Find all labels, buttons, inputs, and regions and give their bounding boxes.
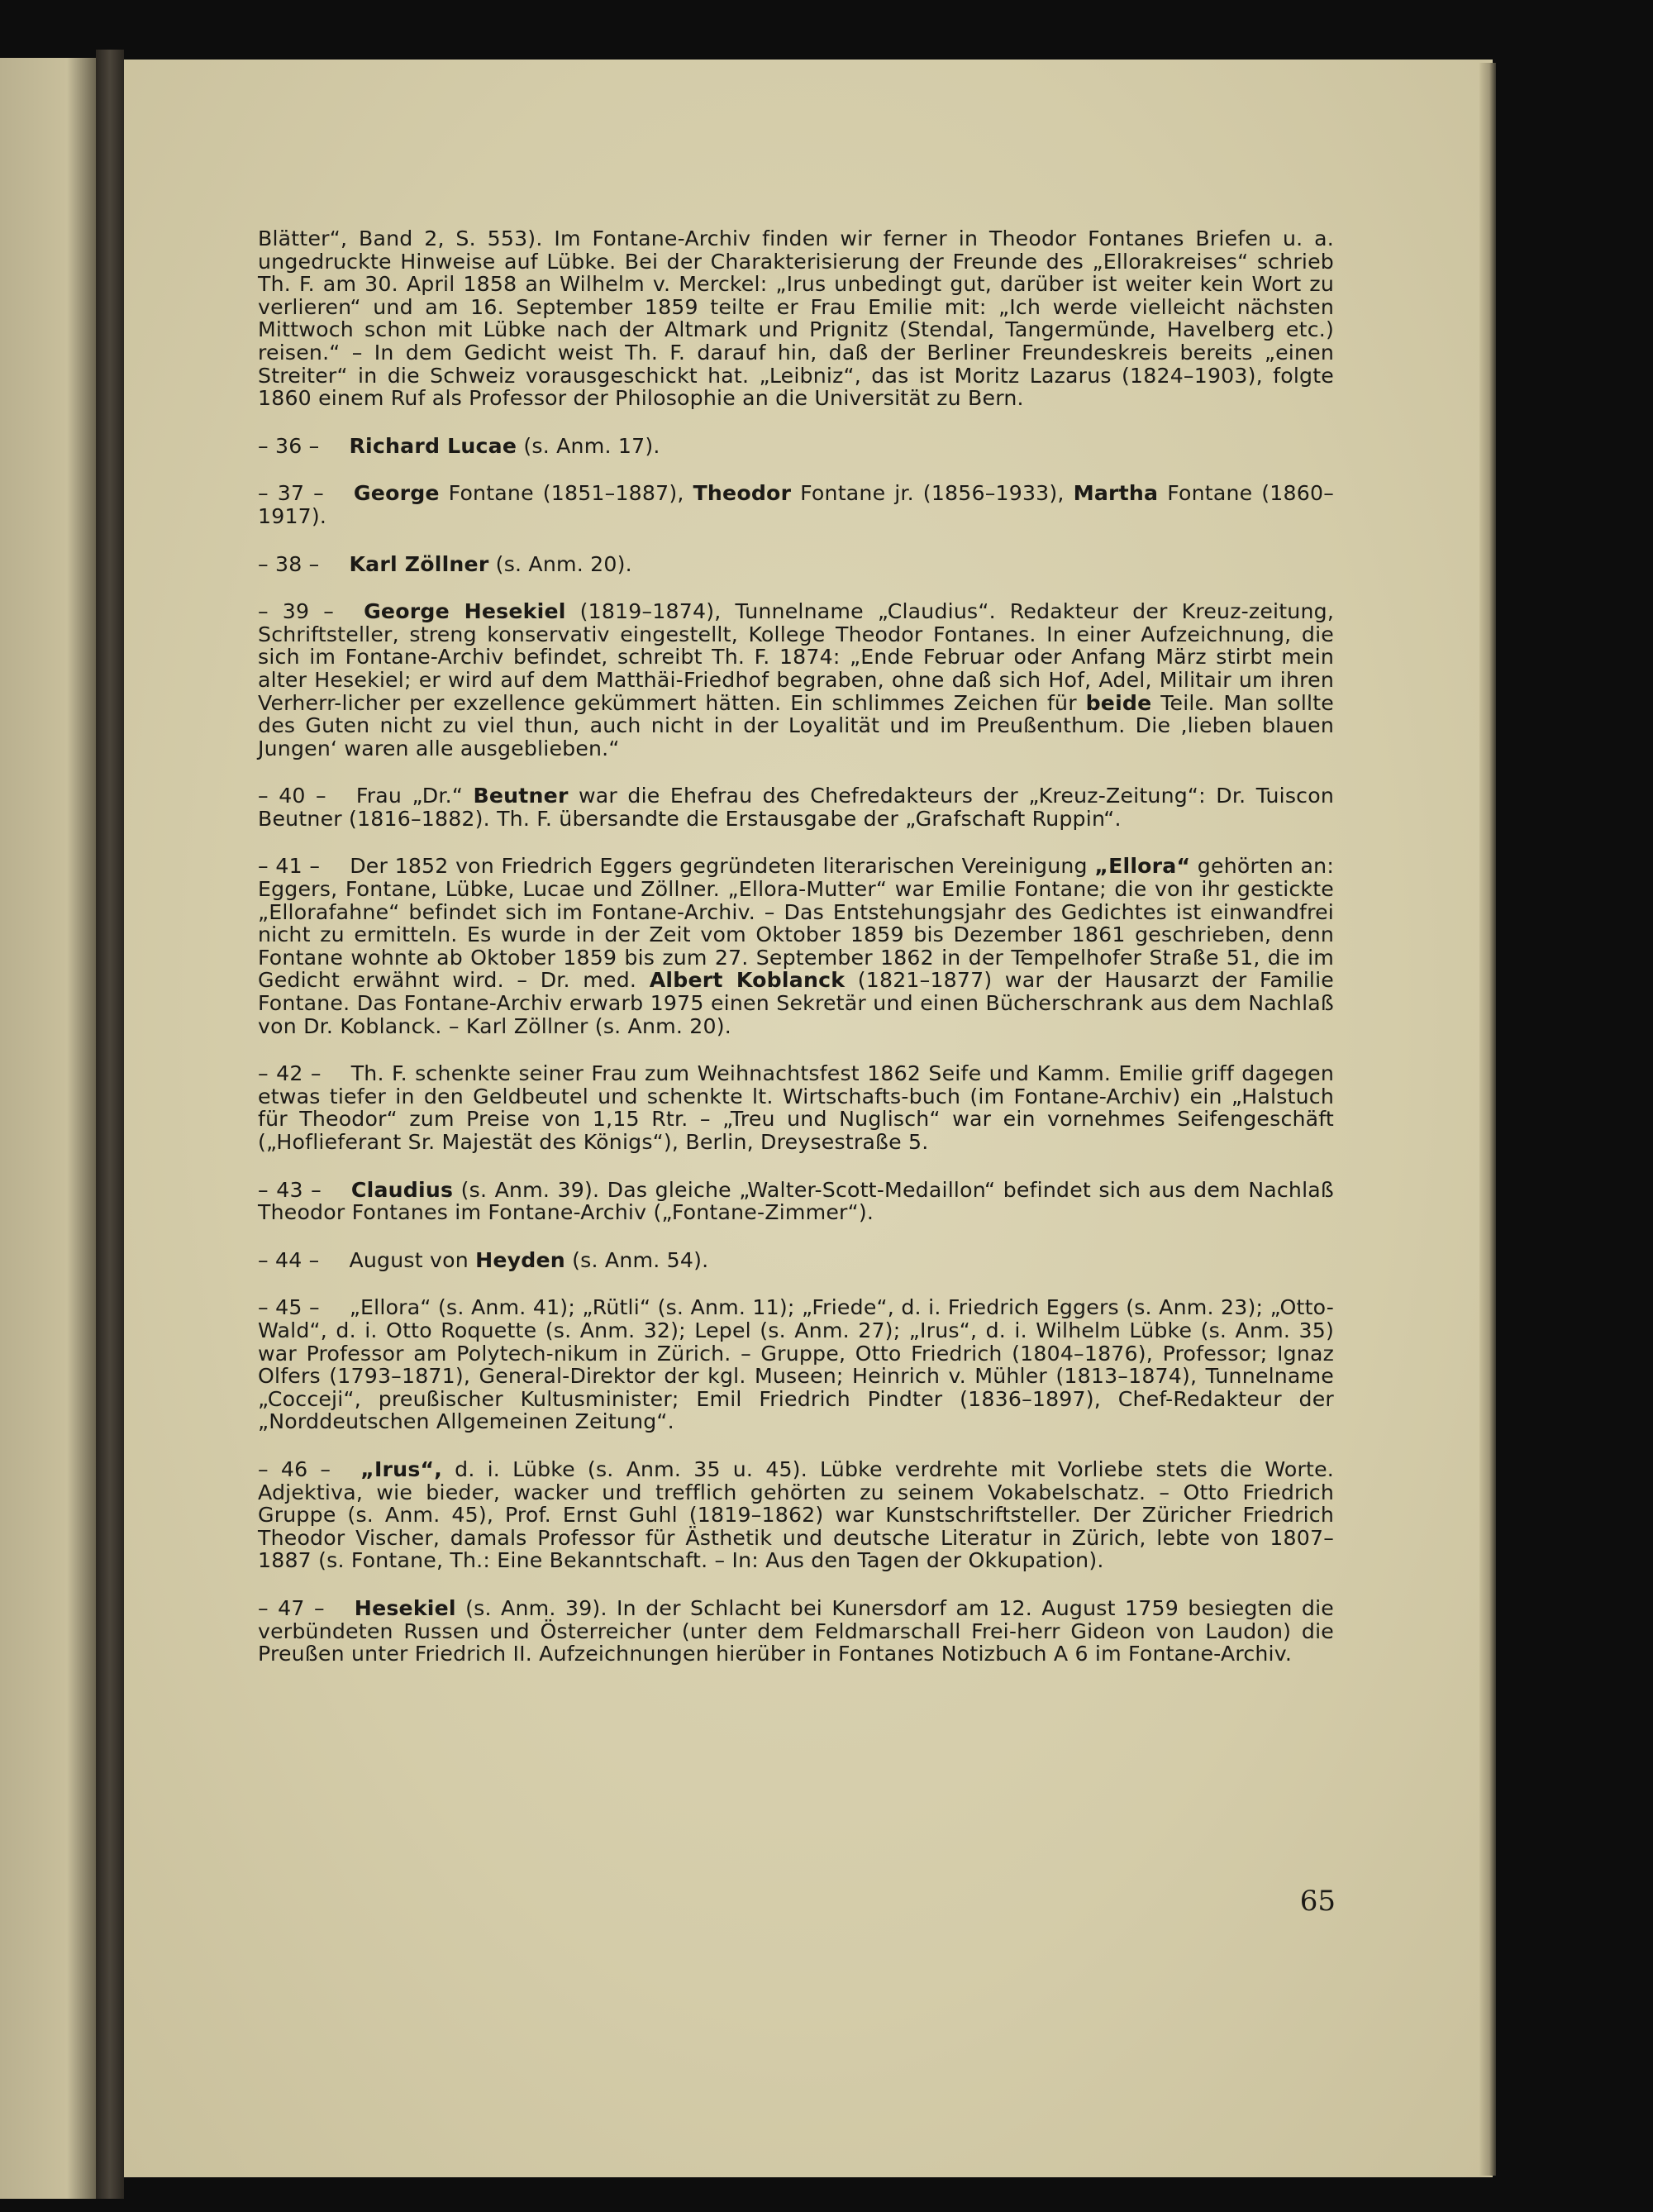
page-fore-edge xyxy=(1479,63,1496,2176)
annotation-paragraph xyxy=(258,1062,1334,1153)
annotation-text: Th. F. schenkte seiner Frau zum Weihnachtsfest 1862 Seife und Kamm. Emilie griff dagegen etwas tiefer in den Geldbeutel und schenkte lt. Wirtschafts-buch (im Fontane-Archiv) ein „Halstuch für Theodor“ zum Preise von 1,15 Rtr. – „Treu und Nuglisch“ war ein vornehmes Seifengeschäft („Hoflieferant Sr. Majestät des Königs“), Berlin, Dreysestraße 5. xyxy=(258,1061,1334,1154)
annotation-number: – 40 – xyxy=(258,784,326,808)
annotation-paragraph xyxy=(258,855,1334,1037)
bold-term: Albert Koblanck xyxy=(649,968,846,993)
annotation-number: – 46 – xyxy=(258,1456,331,1481)
annotation-paragraph xyxy=(258,600,1334,760)
annotation-number: – 47 – xyxy=(258,1595,325,1620)
annotation-text: (s. Anm. 39). Das gleiche „Walter-Scott-Medaillon“ befindet sich aus dem Nachlaß Theodor Fontanes im Fontane-Archiv („Fontane-Zimmer“). xyxy=(258,1177,1334,1225)
annotations-text xyxy=(258,227,1334,1690)
annotation-text: August von xyxy=(349,1247,476,1272)
annotation-text: d. i. Lübke (s. Anm. 35 u. 45). Lübke verdrehte mit Vorliebe stets die Worte. Adjektiva, wie bieder, wacker und trefflich gehörten zu seinem Vokabelschatz. – Otto Friedrich Gruppe (s. Anm. 45), Prof. Ernst Guhl (1819–1862) war Kunstschriftsteller. Der Züricher Friedrich Theodor Vischer, damals Professor für Ästhetik und deutsche Literatur in Zürich, lebte von 1807–1887 (s. Fontane, Th.: Eine Bekanntschaft. – In: Aus den Tagen der Okkupation). xyxy=(258,1456,1334,1573)
left-page-edge xyxy=(0,58,96,2199)
annotation-paragraph xyxy=(258,1296,1334,1433)
annotation-text: (s. Anm. 20). xyxy=(488,551,632,576)
bold-term: Theodor xyxy=(693,481,792,506)
page-number: 65 xyxy=(1299,1885,1336,1918)
annotation-text: war die Ehefrau des Chefredakteurs der „Kreuz-Zeitung“: Dr. Tuiscon Beutner (1816–1882). Th. F. übersandte die Erstausgabe der „Grafschaft Ruppin“. xyxy=(258,784,1334,831)
annotation-number: – 44 – xyxy=(258,1247,320,1272)
annotation-paragraph xyxy=(258,784,1334,830)
annotation-number: – 36 – xyxy=(258,433,320,458)
annotation-paragraph xyxy=(258,227,1334,410)
bold-term: Claudius xyxy=(350,1177,454,1202)
annotation-text: (s. Anm. 54). xyxy=(564,1247,709,1272)
annotation-number: – 42 – xyxy=(258,1061,322,1086)
annotation-text: Frau „Dr.“ xyxy=(355,784,474,808)
bold-term: „Ellora“ xyxy=(1094,854,1191,879)
annotation-text: gehörten an: Eggers, Fontane, Lübke, Lucae und Zöllner. „Ellora-Mutter“ war Emilie Fontane; die von ihr gestickte „Ellorafahne“ befindet sich im Fontane-Archiv. – Das Entstehungsjahr des Gedichtes ist einwandfrei nicht zu ermitteln. Es wurde in der Zeit vom Oktober 1859 bis Dezember 1861 geschrieben, denn Fontane wohnte ab Oktober 1859 bis zum 27. September 1862 in der Tempelhofer Straße 51, die im Gedicht erwähnt wird. – Dr. med. xyxy=(258,854,1335,993)
annotation-text: Fontane jr. (1856–1933), xyxy=(791,481,1074,506)
bold-term: „Irus“, xyxy=(360,1456,443,1481)
annotation-paragraph xyxy=(258,1179,1334,1224)
annotation-text: Fontane (1851–1887), xyxy=(439,481,693,506)
annotation-paragraph xyxy=(258,1597,1334,1666)
bold-term: Karl Zöllner xyxy=(349,551,489,576)
annotation-number: – 45 – xyxy=(258,1295,320,1320)
annotation-text: (1821–1877) war der Hausarzt der Familie Fontane. Das Fontane-Archiv erwarb 1975 einen Sekretär und einen Bücherschrank aus dem Nachlaß von Dr. Koblanck. – Karl Zöllner (s. Anm. 20). xyxy=(258,968,1335,1038)
annotation-text: Fontane (1860–1917). xyxy=(258,481,1334,528)
bold-term: Hesekiel xyxy=(354,1595,456,1620)
annotation-number: – 37 – xyxy=(258,481,324,506)
bold-term: Martha xyxy=(1073,481,1159,506)
bold-term: beide xyxy=(1085,690,1152,715)
annotation-paragraph xyxy=(258,435,1334,458)
annotation-number: – 38 – xyxy=(258,551,320,576)
annotation-text: (1819–1874), Tunnelname „Claudius“. Redakteur der Kreuz-zeitung, Schriftsteller, streng konservativ eingestellt, Kollege Theodor Fontanes. In einer Aufzeichnung, die sich im Fontane-Archiv befindet, schreibt Th. F. 1874: „Ende Februar oder Anfang März stirbt mein alter Hesekiel; er wird auf dem Matthäi-Friedhof begraben, ohne daß sich Hof, Adel, Militair um ihren Verherr-licher per exzellence gekümmert hätten. Ein schlimmes Zeichen für xyxy=(258,599,1335,715)
annotation-text: Der 1852 von Friedrich Eggers gegründeten literarischen Vereinigung xyxy=(350,854,1095,879)
annotation-text: Teile. Man sollte des Guten nicht zu viel thun, auch nicht in der Loyalität und im Preußenthum. Die ‚lieben blauen Jungen‘ waren alle ausgeblieben.“ xyxy=(258,690,1334,760)
bold-term: George xyxy=(353,481,440,506)
book-gutter xyxy=(96,50,124,2199)
annotation-paragraph xyxy=(258,1249,1334,1272)
annotation-number: – 43 – xyxy=(258,1177,322,1202)
annotation-text: „Ellora“ (s. Anm. 41); „Rütli“ (s. Anm. 11); „Friede“, d. i. Friedrich Eggers (s. Anm. 23); „Otto-Wald“, d. i. Otto Roquette (s. Anm. 32); Lepel (s. Anm. 27); „Irus“, d. i. Wilhelm Lübke (s. Anm. 35) war Professor am Polytech-nikum in Zürich. – Gruppe, Otto Friedrich (1804–1876), Professor; Ignaz Olfers (1793–1871), General-Direktor der kgl. Museen; Heinrich v. Mühler (1813–1874), Tunnelname „Cocceji“, preußischer Kultusminister; Emil Friedrich Pindter (1836–1897), Chef-Redakteur der „Norddeutschen Allgemeinen Zeitung“. xyxy=(258,1295,1335,1434)
annotation-text: (s. Anm. 17). xyxy=(517,433,660,458)
bold-term: Heyden xyxy=(475,1247,565,1272)
bold-term: Beutner xyxy=(473,784,569,808)
bold-term: George Hesekiel xyxy=(364,599,566,624)
annotation-paragraph xyxy=(258,553,1334,576)
bold-term: Richard Lucae xyxy=(349,433,517,458)
annotation-paragraph xyxy=(258,1458,1334,1572)
annotation-number: – 39 – xyxy=(258,599,335,624)
annotation-text: Blätter“, Band 2, S. 553). Im Fontane-Archiv finden wir ferner in Theodor Fontanes Briefen u. a. ungedruckte Hinweise auf Lübke. Bei der Charakterisierung der Freunde des „Ellorakreises“ schrieb Th. F. am 30. April 1858 an Wilhelm v. Merckel: „Irus unbedingt gut, darüber ist weiter kein Wort zu verlieren“ und am 16. September 1859 teilte er Frau Emilie mit: „Ich werde vielleicht nächsten Mittwoch schon mit Lübke nach der Altmark und Prignitz (Stendal, Tangermünde, Havelberg etc.) reisen.“ – In dem Gedicht weist Th. F. darauf hin, daß der Berliner Freundeskreis bereits „einen Streiter“ in die Schweiz vorausgeschickt hat. „Leibniz“, das ist Moritz Lazarus (1824–1903), folgte 1860 einem Ruf als Professor der Philosophie an die Universität zu Bern. xyxy=(258,226,1334,411)
annotation-number: – 41 – xyxy=(258,854,321,879)
annotation-text: (s. Anm. 39). In der Schlacht bei Kunersdorf am 12. August 1759 besiegten die verbündeten Russen und Österreicher (unter dem Feldmarschall Frei-herr Gideon von Laudon) die Preußen unter Friedrich II. Aufzeichnungen hierüber in Fontanes Notizbuch A 6 im Fontane-Archiv. xyxy=(258,1595,1334,1666)
annotation-paragraph xyxy=(258,482,1334,527)
